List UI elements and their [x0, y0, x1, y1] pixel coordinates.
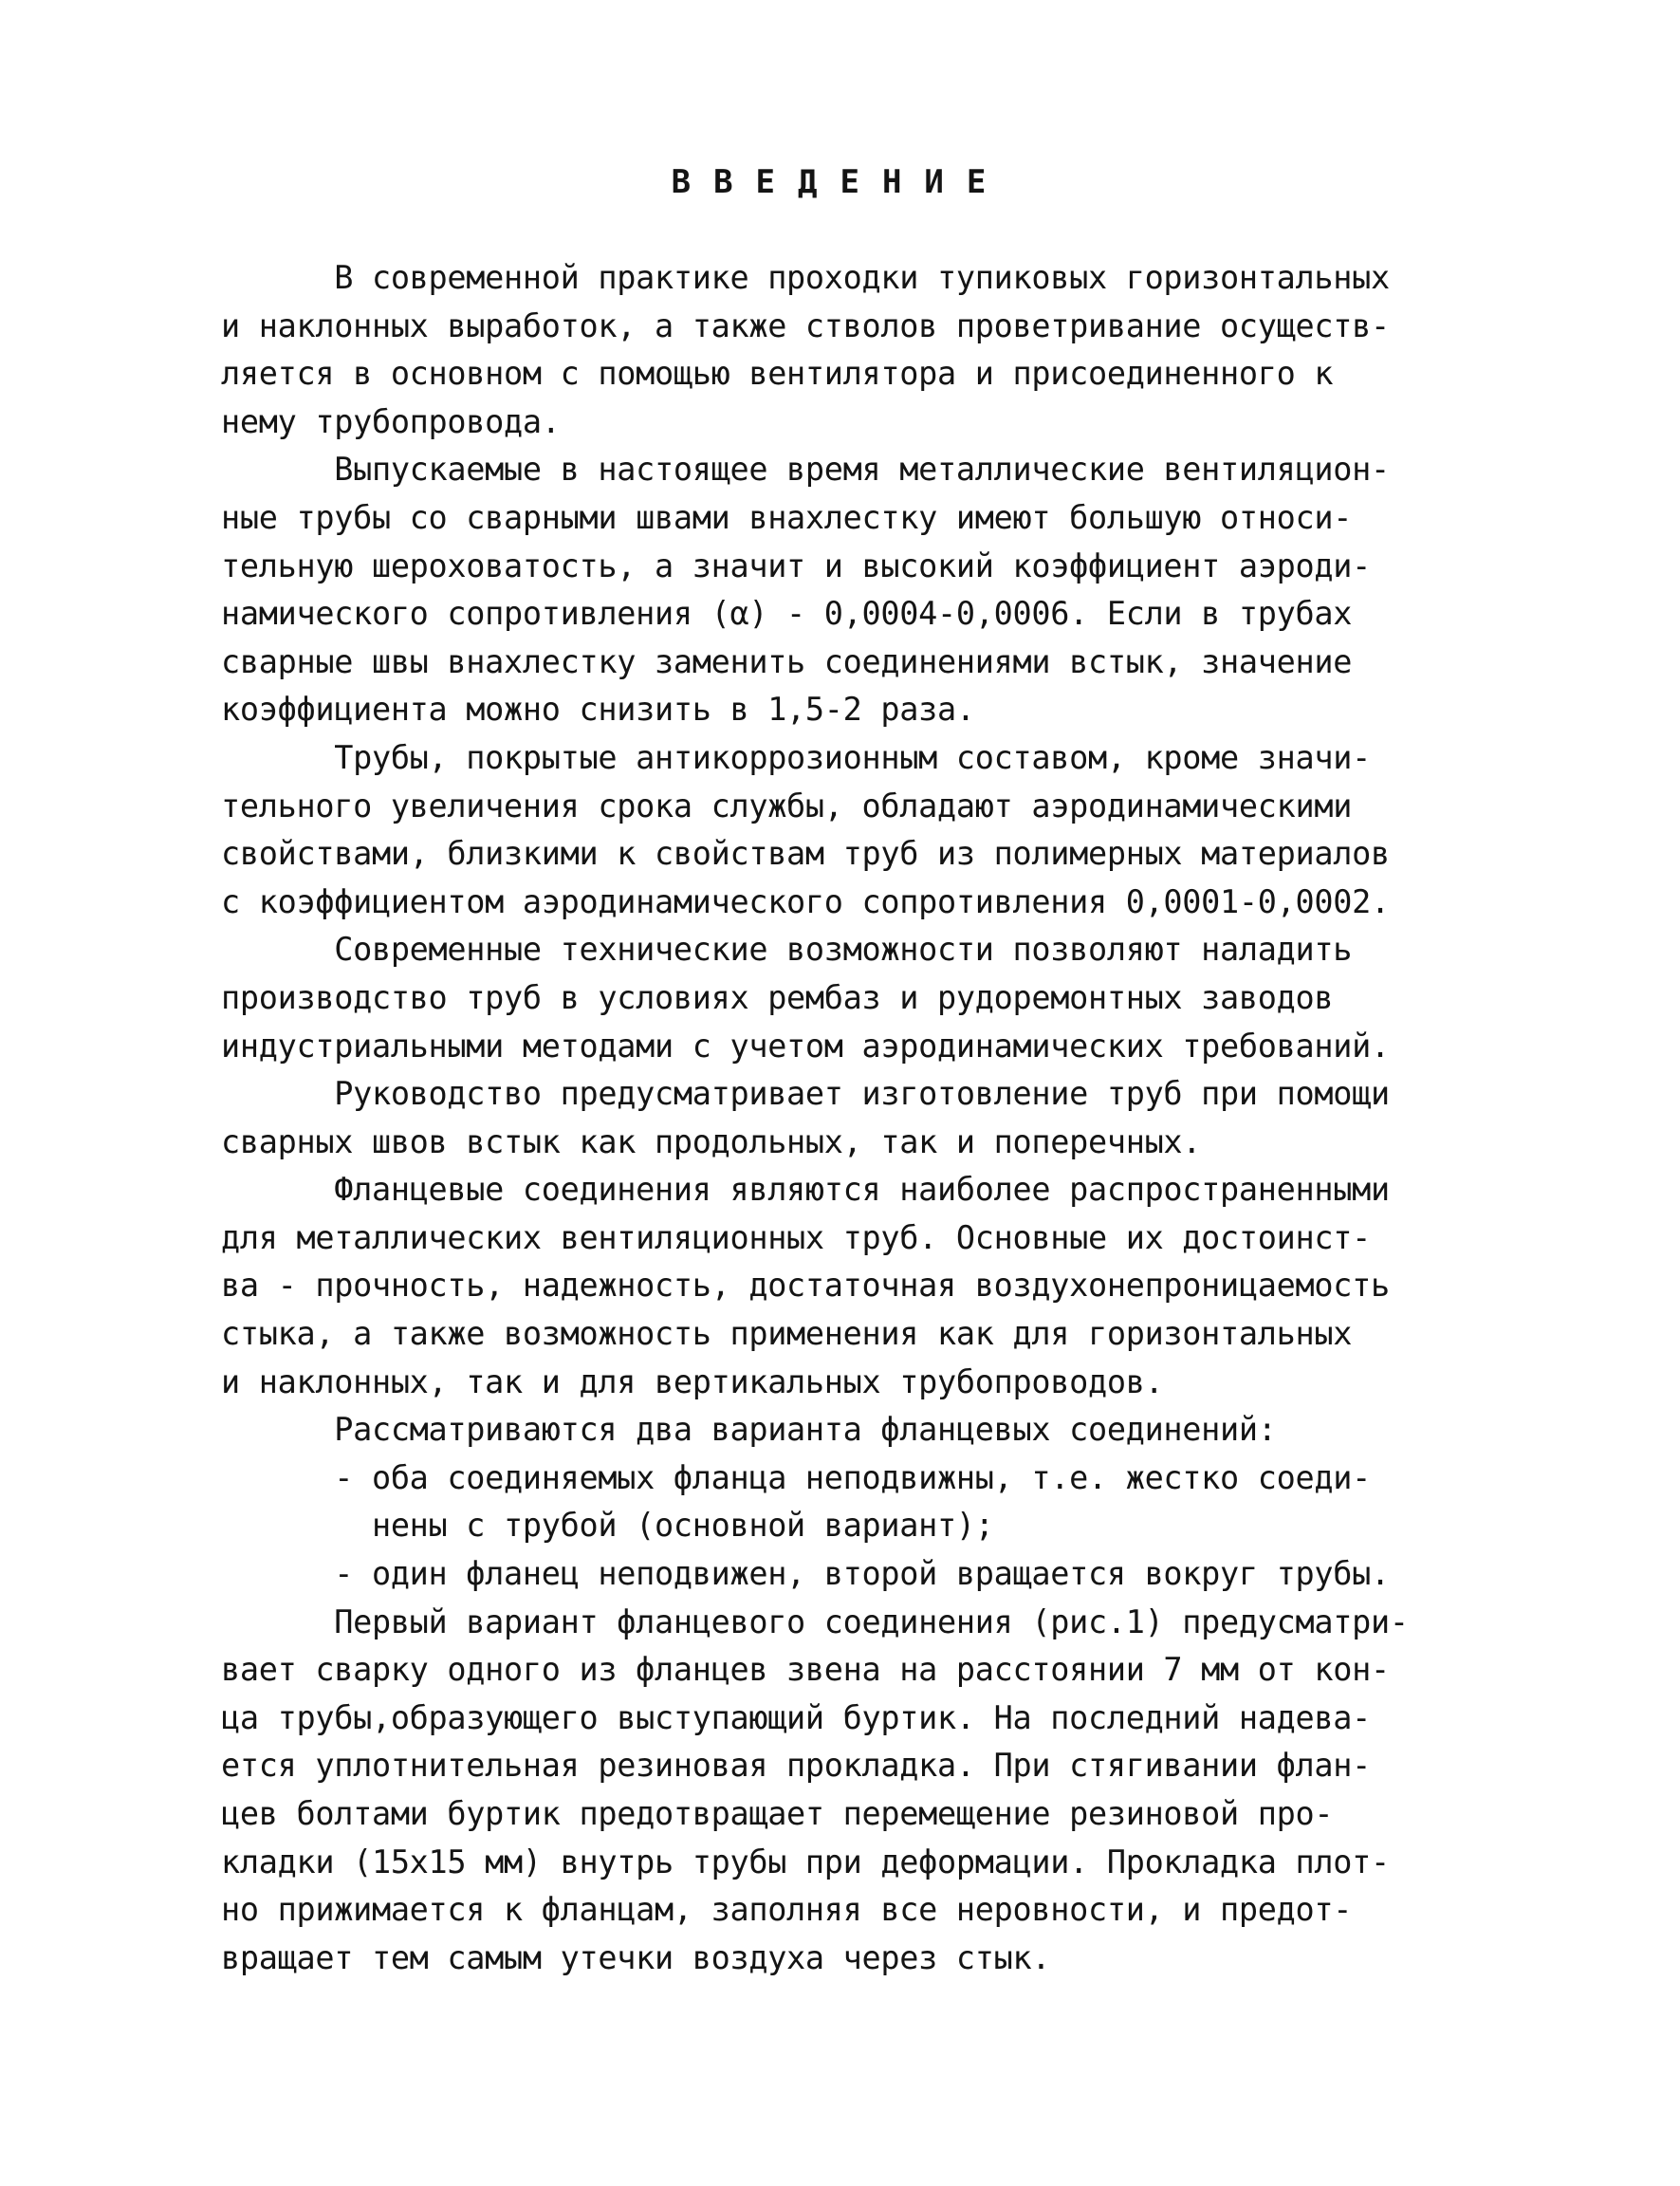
- body-text: [221, 254, 1454, 1982]
- text-line: Рассматриваются два варианта фланцевых соединений:: [221, 1411, 1277, 1449]
- text-line: ется уплотнительная резиновая прокладка. При стягивании флан-: [221, 1747, 1371, 1785]
- text-line: Трубы, покрытые антикоррозионным составом, кроме значи-: [221, 738, 1371, 776]
- text-line: индустриальными методами с учетом аэродинамических требований.: [221, 1027, 1390, 1065]
- text-line: вает сварку одного из фланцев звена на расстоянии 7 мм от кон-: [221, 1651, 1390, 1689]
- text-line: Руководство предусматривает изготовление труб при помощи: [221, 1075, 1390, 1113]
- text-line: для металлических вентиляционных труб. Основные их достоинст-: [221, 1218, 1371, 1256]
- text-line: ные трубы со сварными швами внахлестку имеют большую относи-: [221, 498, 1353, 536]
- text-line: тельного увеличения срока службы, обладают аэродинамическими: [221, 787, 1353, 824]
- text-line: Выпускаемые в настоящее время металлические вентиляцион-: [221, 451, 1390, 489]
- text-line: нему трубопровода.: [221, 402, 561, 440]
- text-line: сварных швов встык как продольных, так и поперечных.: [221, 1122, 1202, 1160]
- page-title: ВВЕДЕНИЕ: [671, 163, 1009, 201]
- text-line: коэффициента можно снизить в 1,5-2 раза.: [221, 691, 975, 729]
- text-line: - один фланец неподвижен, второй вращается вокруг трубы.: [221, 1555, 1390, 1593]
- text-line: Фланцевые соединения являются наиболее распространенными: [221, 1171, 1390, 1209]
- text-line: ляется в основном с помощью вентилятора и присоединенного к: [221, 355, 1334, 393]
- text-line: кладки (15х15 мм) внутрь трубы при деформации. Прокладка плот-: [221, 1843, 1390, 1880]
- text-line: но прижимается к фланцам, заполняя все неровности, и предот-: [221, 1891, 1353, 1929]
- text-line: вращает тем самым утечки воздуха через стык.: [221, 1938, 1051, 1976]
- text-line: с коэффициентом аэродинамического сопротивления 0,0001-0,0002.: [221, 882, 1390, 920]
- text-line: тельную шероховатость, а значит и высокий коэффициент аэроди-: [221, 546, 1371, 584]
- text-line: нены с трубой (основной вариант);: [221, 1507, 994, 1545]
- text-line: производство труб в условиях рембаз и рудоремонтных заводов: [221, 978, 1334, 1016]
- text-line: сварные швы внахлестку заменить соединениями встык, значение: [221, 642, 1353, 680]
- text-line: цев болтами буртик предотвращает перемещение резиновой про-: [221, 1795, 1334, 1832]
- text-line: намического сопротивления (α) - 0,0004-0,0006. Если в трубах: [221, 595, 1353, 633]
- text-line: стыка, а также возможность применения как для горизонтальных: [221, 1315, 1353, 1353]
- text-line: и наклонных, так и для вертикальных трубопроводов.: [221, 1362, 1164, 1400]
- text-line: - оба соединяемых фланца неподвижны, т.е. жестко соеди-: [221, 1458, 1371, 1496]
- text-line: и наклонных выработок, а также стволов проветривание осуществ-: [221, 306, 1390, 344]
- text-line: ца трубы,образующего выступающий буртик. На последний надева-: [221, 1698, 1371, 1736]
- text-line: ва - прочность, надежность, достаточная воздухонепроницаемость: [221, 1267, 1390, 1305]
- text-line: В современной практике проходки тупиковых горизонтальных: [221, 259, 1390, 296]
- text-line: свойствами, близкими к свойствам труб из полимерных материалов: [221, 835, 1390, 873]
- text-line: Современные технические возможности позволяют наладить: [221, 931, 1353, 969]
- text-line: Первый вариант фланцевого соединения (рис.1) предусматри-: [221, 1602, 1409, 1640]
